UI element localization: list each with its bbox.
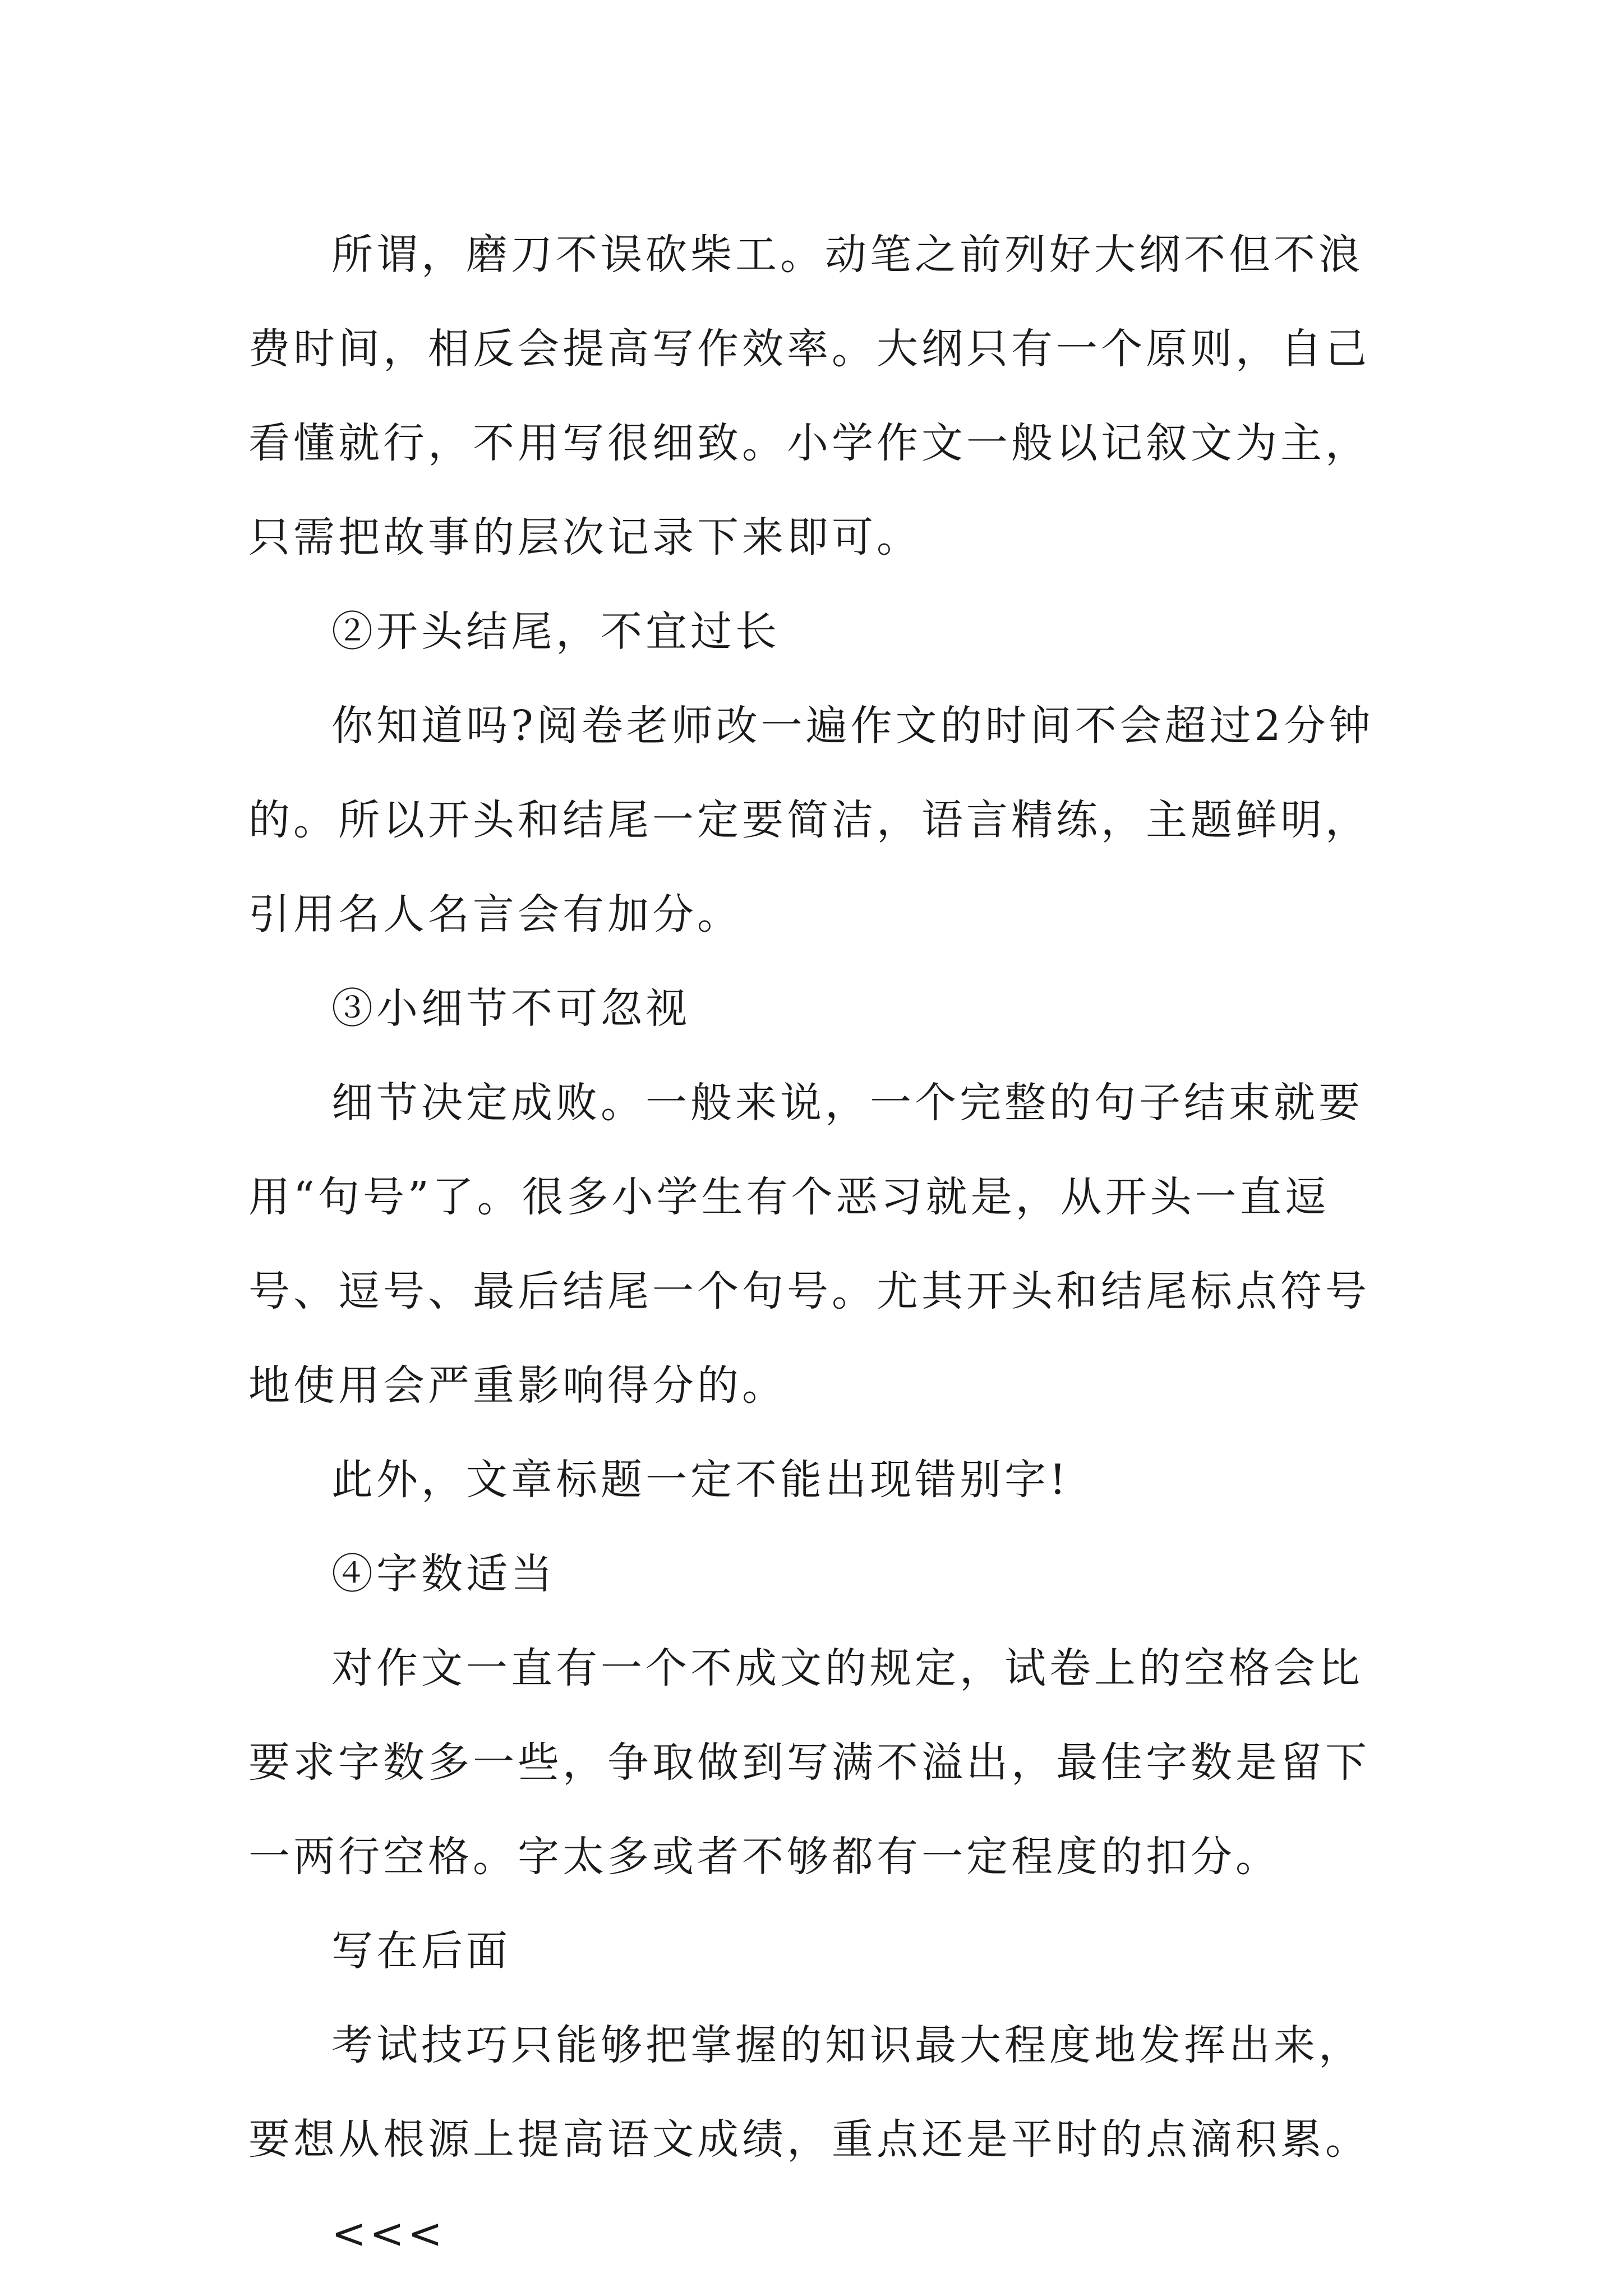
heading-afterword: 写在后面: [331, 1927, 511, 1975]
heading-word-count: ④字数适当: [331, 1550, 556, 1598]
heading-opening-ending: ②开头结尾，不宜过长: [331, 608, 780, 656]
paragraph-title-typos: 此外，文章标题一定不能出现错别字!: [331, 1456, 1069, 1504]
heading-details: ③小细节不可忽视: [331, 984, 690, 1033]
paragraph-afterword: 考试技巧只能够把掌握的知识最大程度地发挥出来，要想从根源上提高语文成绩，重点还是平时的点滴积累。: [248, 2021, 1370, 2164]
paragraph-details: 细节决定成败。一般来说，一个完整的句子结束就要用“句号”了。很多小学生有个恶习就是，从开头一直逗号、逗号、最后结尾一个句号。尤其开头和结尾标点符号地使用会严重影响得分的。: [248, 1079, 1370, 1410]
paragraph-opening-ending: 你知道吗?阅卷老师改一遍作文的时间不会超过2分钟的。所以开头和结尾一定要简洁，语言精练，主题鲜明，引用名人名言会有加分。: [248, 702, 1374, 938]
paragraph-word-count: 对作文一直有一个不成文的规定，试卷上的空格会比要求字数多一些，争取做到写满不溢出，最佳字数是留下一两行空格。字太多或者不够都有一定程度的扣分。: [248, 1644, 1370, 1881]
end-marker: <<<: [331, 2210, 446, 2258]
paragraph-outline: 所谓，磨刀不误砍柴工。动笔之前列好大纲不但不浪费时间，相反会提高写作效率。大纲只有一个原则，自己看懂就行，不用写很细致。小学作文一般以记叙文为主，只需把故事的层次记录下来即可。: [248, 231, 1370, 562]
document-body: [248, 208, 1397, 2281]
